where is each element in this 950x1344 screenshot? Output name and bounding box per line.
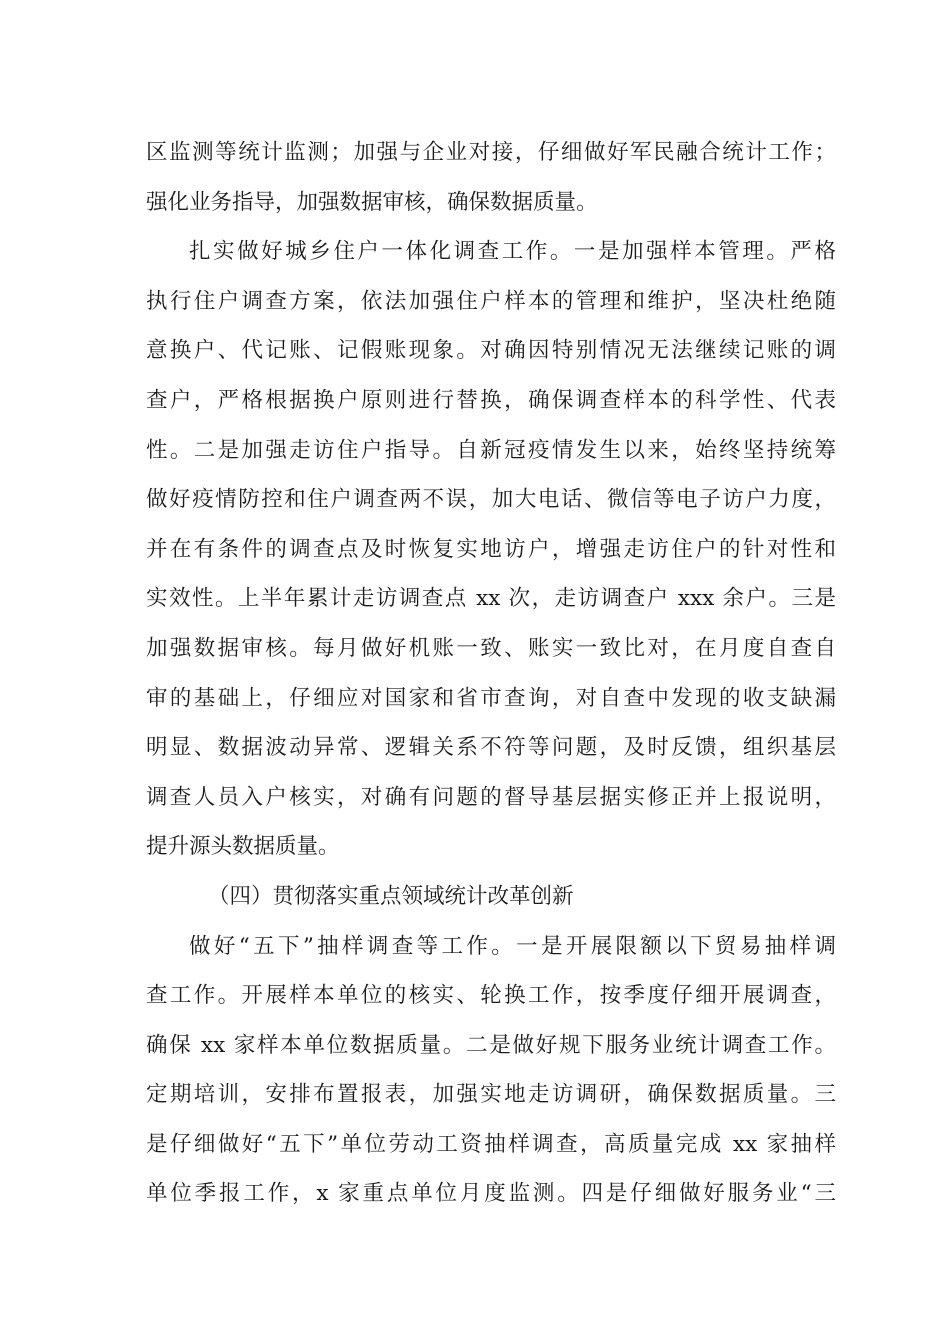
text-line: 强化业务指导，加强数据审核，确保数据质量。 [146, 189, 598, 215]
text-line: 执行住户调查方案，依法加强住户样本的管理和维护，坚决杜绝随 [146, 288, 836, 314]
text-line: 查户，严格根据换户原则进行替换，确保调查样本的科学性、代表 [146, 387, 836, 413]
document-body [146, 128, 836, 1219]
paragraph-first-line: 扎实做好城乡住户一体化调查工作。一是加强样本管理。严格 [189, 239, 836, 265]
text-line: 加强数据审核。每月做好机账一致、账实一致比对，在月度自查自 [146, 635, 836, 661]
text-line: 区监测等统计监测；加强与企业对接，仔细做好军民融合统计工作； [146, 140, 836, 165]
text-line: 调查人员入户核实，对确有问题的督导基层据实修正并上报说明， [146, 784, 836, 810]
text-line: 意换户、代记账、记假账现象。对确因特别情况无法继续记账的调 [146, 338, 836, 364]
text-line: 确保 xx 家样本单位数据质量。二是做好规下服务业统计调查工作。 [146, 1032, 836, 1058]
text-line: 审的基础上，仔细应对国家和省市查询，对自查中发现的收支缺漏 [146, 685, 836, 711]
text-line: 单位季报工作，x 家重点单位月度监测。四是仔细做好服务业“三 [146, 1181, 836, 1207]
text-line: 实效性。上半年累计走访调查点 xx 次，走访调查户 xxx 余户。三是 [146, 586, 836, 612]
paragraph-first-line: 做好“五下”抽样调查等工作。一是开展限额以下贸易抽样调 [189, 933, 836, 959]
section-heading: （四）贯彻落实重点领域统计改革创新 [208, 883, 574, 909]
text-line: 明显、数据波动异常、逻辑关系不符等问题，及时反馈，组织基层 [146, 735, 836, 761]
text-line: 是仔细做好“五下”单位劳动工资抽样调查，高质量完成 xx 家抽样 [146, 1131, 836, 1157]
text-line: 性。二是加强走访住户指导。自新冠疫情发生以来，始终坚持统筹 [146, 437, 836, 463]
text-line: 并在有条件的调查点及时恢复实地访户，增强走访住户的针对性和 [146, 536, 836, 562]
text-line: 定期培训，安排布置报表，加强实地走访调研，确保数据质量。三 [146, 1082, 836, 1108]
text-line: 查工作。开展样本单位的核实、轮换工作，按季度仔细开展调查， [146, 983, 836, 1009]
text-line: 做好疫情防控和住户调查两不误，加大电话、微信等电子访户力度， [146, 487, 836, 513]
text-line: 提升源头数据质量。 [146, 834, 340, 860]
